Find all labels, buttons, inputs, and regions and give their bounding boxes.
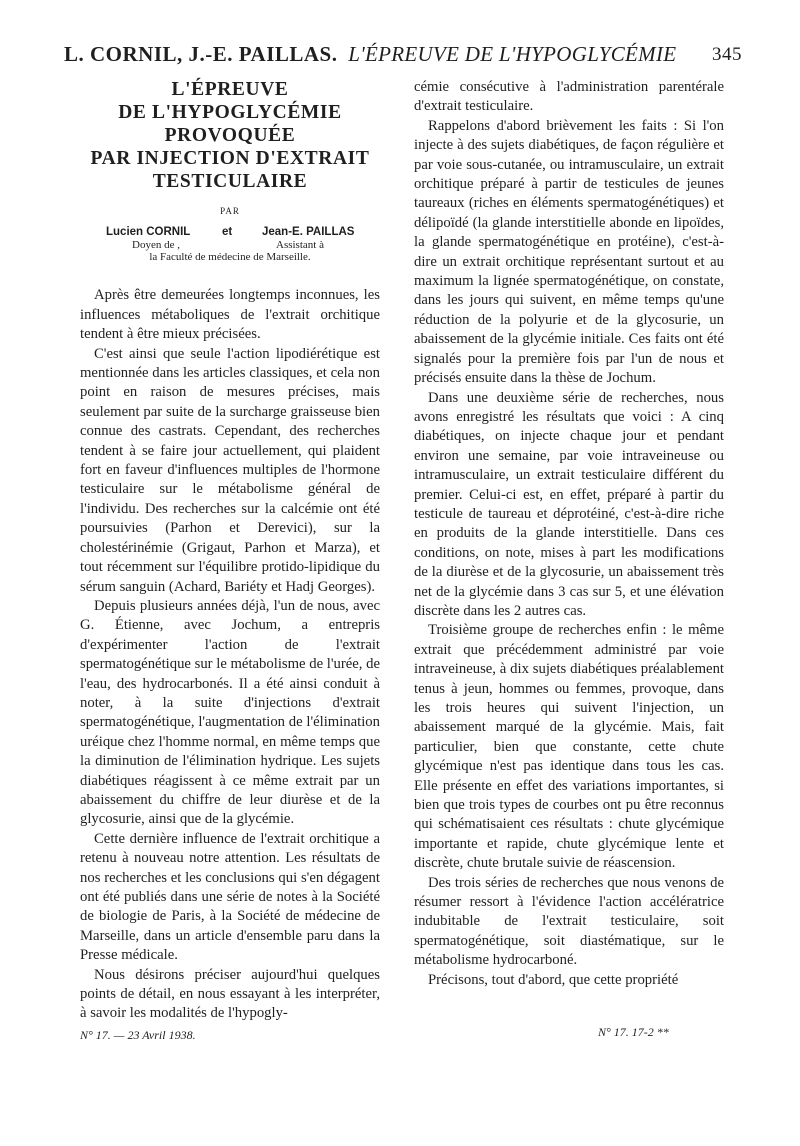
running-header-title: L'ÉPREUVE DE L'HYPOGLYCÉMIE — [348, 42, 677, 66]
right-column — [414, 78, 724, 990]
issue-date-footer: N° 17. — 23 Avril 1938. — [80, 1027, 196, 1042]
article-title — [80, 78, 380, 193]
title-line: PROVOQUÉE — [164, 125, 296, 146]
right-paragraph: Rappelons d'abord brièvement les faits : Si l'on injecte à des sujets diabétiques, de façon régulière et par voie sous-cutanée, ou intramusculaire, un extrait orchitique préparé à partir de testicules de jeunes taureaux (riches en éléments spermatogénétiques) et délipoïdé (la glande interstitielle abonde en lipoïdes, la glande spermatogénétique en protéine), c'est-à-dire un extrait orchitique représentant surtout et au maximum la lignée spermatogénétique, on constate, dans les jours qui suivent, en même temps qu'une réduction de la polyurie et de la glycosurie, un abaissement de la glycémie initiale. Ces faits ont été signalés pour la première fois par l'un de nous et précisés ensuite dans la thèse de Jochum. — [414, 117, 724, 387]
title-line: PAR INJECTION D'EXTRAIT — [90, 148, 370, 169]
author-conjunction: et — [222, 226, 233, 239]
signature-footer: N° 17. 17-2 ** — [598, 1025, 669, 1039]
left-paragraph: Cette dernière influence de l'extrait orchitique a retenu à nouveau notre attention. Les résultats de nos recherches et les conclusions qui s'en dégagent ont été publiés dans une série de notes à la Société de biologie de Paris, à la Société de médecine de Marseille, dans un article d'ensemble paru dans la Presse médicale. — [80, 830, 380, 964]
right-paragraph: cémie consécutive à l'administration parentérale d'extrait testiculaire. — [414, 79, 724, 115]
title-line: DE L'HYPOGLYCÉMIE — [118, 102, 342, 123]
right-paragraph: Troisième groupe de recherches enfin : le même extrait que précédemment administré par voie intraveineuse, à dix sujets diabétiques préalablement tenus à jeun, hommes ou femmes, provoque, dans les trois heures qui suivent l'injection, un abaissement marqué de la glycémie. Mais, fait particulier, bien que constante, cette chute glycémique n'est pas identique dans tous les cas. Elle présente en effet des variations importantes, si bien que trois types de courbes ont pu être reconnus qui schématisaient ces résultats : chute glycémique importante et rapide, chute glycémique lente et discrète, chute brutale suivie de réascension. — [414, 622, 724, 872]
authors-row — [80, 223, 380, 239]
author-cornil: Lucien CORNIL — [106, 226, 191, 239]
by-line: PAR — [220, 206, 240, 216]
role-cornil: Doyen de , — [132, 239, 180, 252]
running-header-authors: L. CORNIL, J.-E. PAILLAS. — [64, 42, 338, 66]
title-line: L'ÉPREUVE — [171, 79, 289, 100]
title-line: TESTICULAIRE — [152, 171, 308, 192]
right-paragraph: Des trois séries de recherches que nous venons de résumer ressort à l'évidence l'action accélératrice indubitable de l'extrait testiculaire, soit spermatogénétique, soit diastématique, sur le métabolisme hydrocarboné. — [414, 874, 724, 969]
left-paragraph: Après être demeurées longtemps inconnues, les influences métaboliques de l'extrait orchitique tendent à être mieux précisées. — [80, 287, 380, 343]
affiliations-row — [80, 239, 380, 251]
author-paillas: Jean-E. PAILLAS — [262, 226, 355, 239]
left-paragraph: C'est ainsi que seule l'action lipodiérétique est mentionnée dans les articles classiques, et cela non point en raison de mesures précises, mais seulement par suite de la surcharge graisseuse bien connue des castrats. Cependant, des recherches tendent à se faire jour actuellement, qui plaident fort en faveur d'influences multiples de l'hormone testiculaire sur le métabolisme général de l'individu. Des recherches sur la calcémie ont été poursuivies (Parhon et Derevici), sur la cholestérinémie (Grigaut, Parhon et Marza), et tout récemment sur l'équilibre protido-lipidique du sérum sanguin (Achard, Bariéty et Hadj Georges). — [80, 345, 380, 595]
page-number: 345 — [712, 44, 742, 65]
left-paragraph: Nous désirons préciser aujourd'hui quelques points de détail, en nous essayant à les interpréter, à savoir les modalités de l'hypogly- — [80, 966, 380, 1022]
running-header — [64, 42, 742, 67]
role-paillas: Assistant à — [276, 239, 324, 252]
left-column — [80, 76, 380, 1045]
faculty-line: la Faculté de médecine de Marseille. — [149, 251, 311, 264]
right-paragraph: Précisons, tout d'abord, que cette propriété — [428, 971, 679, 988]
right-paragraph: Dans une deuxième série de recherches, nous avons enregistré les résultats que voici : A cinq diabétiques, on injecte chaque jour et pendant environ une semaine, par voie intraveineuse ou intramusculaire, un extrait testiculaire différent du premier. Celui-ci est, en effet, préparé à partir du testicule de taureau et déprotéiné, c'est-à-dire riche en produits de la glande interstitielle. Dans ces conditions, on note, mises à part les modifications de la diurèse et de la glycosurie, un abaissement très net de la glycémie dans 3 cas sur 5, et une élévation discrète dans les 2 autres cas. — [414, 389, 724, 619]
left-paragraph: Depuis plusieurs années déjà, l'un de nous, avec G. Étienne, avec Jochum, a entrepris d'expérimenter l'action de l'extrait spermatogénétique sur le métabolisme de l'urée, de l'eau, des hydrocarbonés. Il a été ainsi conduit à noter, à la suite d'injections d'extrait spermatogénétique, l'augmentation de l'élimination uréique chez l'homme normal, en même temps que la diminution de l'élimination hydrique. Les sujets diabétiques réagissent à ce même extrait par un abaissement du chiffre de leur diurèse et de la glycosurie, ainsi que de la glycémie. — [80, 597, 380, 828]
